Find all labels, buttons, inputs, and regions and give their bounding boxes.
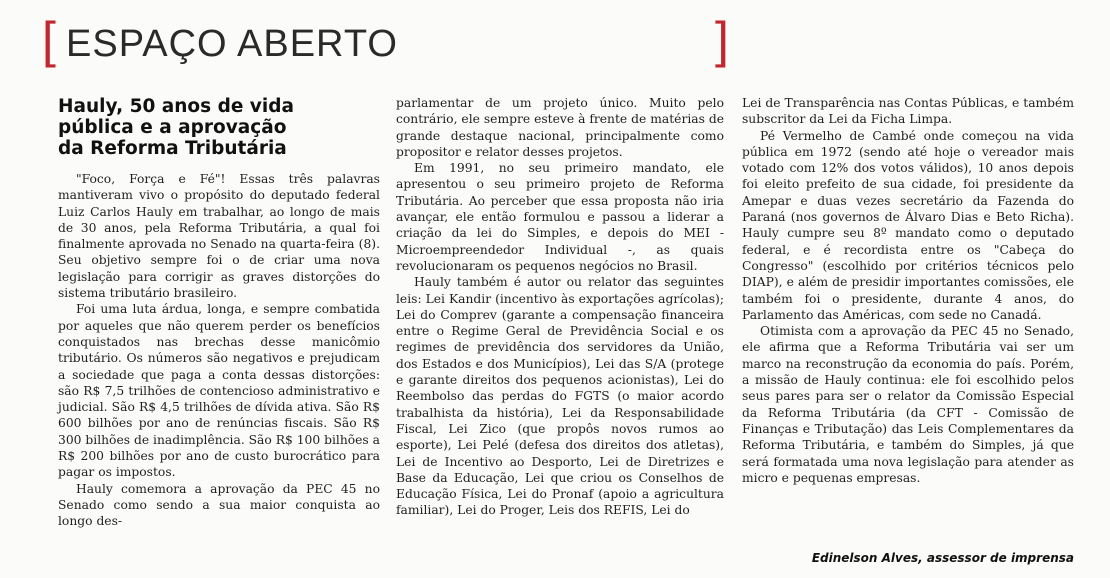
paragraph: parlamentar de um projeto único. Muito pelo contrário, ele sempre esteve à frente de matérias de grande destaque nacional, principalmente como propositor e relator desses projetos.	[396, 96, 724, 159]
bracket-left: [	[42, 12, 56, 68]
article-column-2	[396, 95, 724, 519]
article-column-1	[58, 96, 380, 530]
paragraph: Pé Vermelho de Cambé onde começou na vida pública em 1972 (sendo até hoje o vereador mais votado com 12% dos votos válidos), 10 anos depois foi eleito prefeito de sua cidade, foi presidente da Amepar e duas vezes secretário da Fazenda do Paraná (nos governos de Álvaro Dias e Beto Richa). Hauly cumpre seu 8º mandato como o deputado federal, e é recordista entre os "Cabeça do Congresso" (escolhido por critérios técnicos pelo DIAP), e além de presidir importantes comissões, ele também foi o presidente, durante 4 anos, do Parlamento das Américas, com sede no Canadá.	[742, 128, 1074, 322]
article-headline: Hauly, 50 anos de vida pública e a aprovação da Reforma Tributária	[58, 96, 294, 159]
paragraph: Em 1991, no seu primeiro mandato, ele apresentou o seu primeiro projeto de Reforma Tributária. Ao perceber que essa proposta não iria avançar, ele então formulou e passou a liderar a criação da lei do Simples, e depois do MEI - Microempreendedor Individual -, as quais revolucionaram os pequenos negócios no Brasil.	[396, 161, 724, 273]
paragraph: Hauly comemora a aprovação da PEC 45 no Senado como sendo a sua maior conquista ao longo des-	[58, 481, 380, 529]
author-signature: Edinelson Alves, assessor de imprensa	[811, 551, 1074, 565]
paragraph: Hauly também é autor ou relator das seguintes leis: Lei Kandir (incentivo às exportações agrícolas); Lei do Comprev (garante a compensação financeira entre o Regime Geral de Previdência Social e os regimes de previdência dos servidores da União, dos Estados e dos Municípios), Lei das S/A (protege e garante direitos dos pequenos acionistas), Lei do Reembolso das perdas do FGTS (o maior acordo trabalhista da história), Lei da Responsabilidade Fiscal, Lei Zico (que propôs novos rumos ao esporte), Lei Pelé (defesa dos direitos dos atletas), Lei de Incentivo ao Desporto, Lei de Diretrizes e Base da Educação, Lei que criou os Conselhos de Educação Física, Lei do Pronaf (apoio a agricultura familiar), Lei do Proger, Leis dos REFIS, Lei do	[396, 275, 724, 518]
section-header	[42, 12, 732, 68]
article-column-3	[742, 95, 1074, 486]
section-title: ESPAÇO ABERTO	[66, 23, 398, 65]
paragraph: "Foco, Força e Fé"! Essas três palavras mantiveram vivo o propósito do deputado federal Luiz Carlos Hauly em trabalhar, ao longo de mais de 30 anos, pela Reforma Tributária, a qual foi finalmente aprovada no Senado na quarta-feira (8). Seu objetivo sempre foi o de criar uma nova legislação para corrigir as graves distorções do sistema tributário brasileiro.	[58, 172, 380, 301]
paragraph: Lei de Transparência nas Contas Públicas, e também subscritor da Lei da Ficha Limpa.	[742, 96, 1074, 127]
bracket-right: ]	[715, 12, 729, 68]
paragraph: Foi uma luta árdua, longa, e sempre combatida por aqueles que não querem perder os benefícios conquistados nas brechas desse manicômio tributário. Os números são negativos e prejudicam a sociedade que paga a conta dessas distorções: são R$ 7,5 trilhões de contencioso administrativo e judicial. São R$ 4,5 trilhões de dívida ativa. São R$ 600 bilhões por ano de renúncias fiscais. São R$ 300 bilhões de inadimplência. São R$ 100 bilhões a R$ 200 bilhões por ano de custo burocrático para pagar os impostos.	[58, 302, 380, 480]
paragraph: Otimista com a aprovação da PEC 45 no Senado, ele afirma que a Reforma Tributária vai ser um marco na reconstrução da economia do país. Porém, a missão de Hauly continua: ele foi escolhido pelos seus pares para ser o relator da Comissão Especial da Reforma Tributária (da CFT - Comissão de Finanças e Tributação) das Leis Complementares da Reforma Tributária, e também do Simples, já que será formatada uma nova legislação para atender as micro e pequenas empresas.	[742, 324, 1074, 485]
